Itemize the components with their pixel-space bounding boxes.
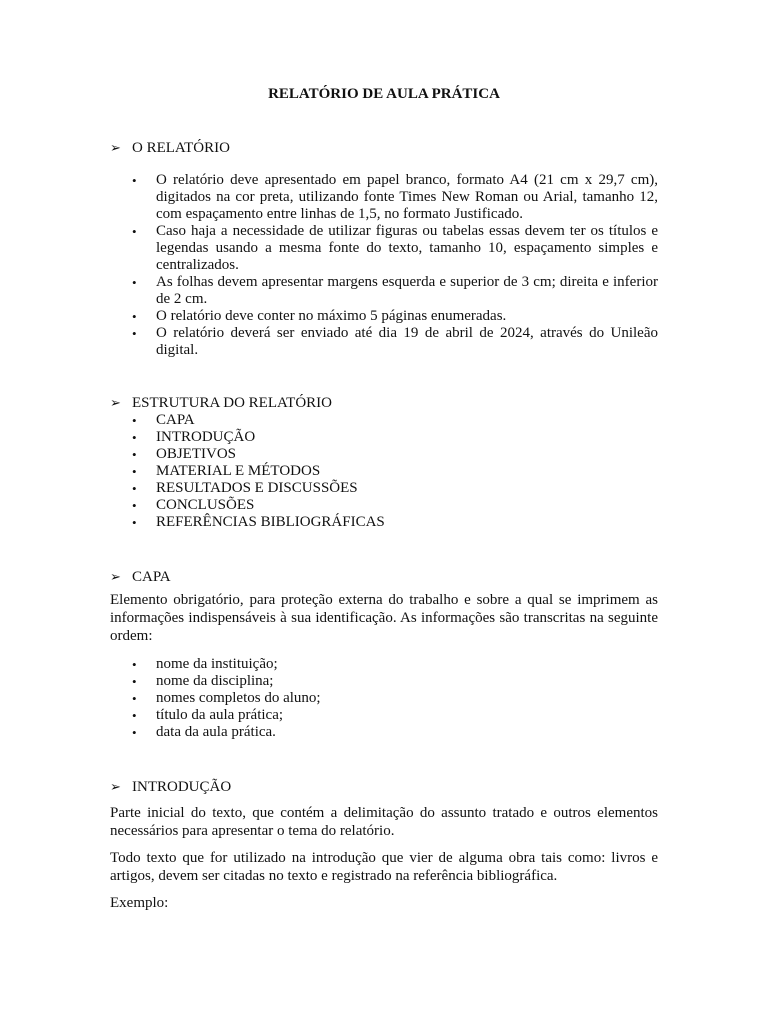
- section-heading-text: INTRODUÇÃO: [132, 779, 232, 795]
- bullet-icon: •: [132, 464, 137, 479]
- capa-paragraph: Elemento obrigatório, para proteção externa do trabalho e sobre a qual se imprimem as informações indispensáveis à sua identificação. As informações são transcritas na seguinte ordem:: [110, 592, 658, 644]
- bullet-icon: •: [132, 691, 137, 706]
- relatorio-list: [110, 172, 658, 359]
- capa-list: [110, 656, 658, 741]
- list-item: • nome da instituição;: [132, 656, 278, 672]
- list-item: • RESULTADOS E DISCUSSÕES: [132, 480, 358, 496]
- list-item: • data da aula prática.: [132, 724, 276, 740]
- section-heading-text: ESTRUTURA DO RELATÓRIO: [132, 395, 333, 411]
- arrow-bullet-icon: ➢: [110, 395, 121, 410]
- section-introducao: [110, 778, 658, 912]
- bullet-icon: •: [132, 515, 137, 530]
- list-item: • INTRODUÇÃO: [132, 429, 256, 445]
- section-heading-capa: [110, 568, 658, 586]
- arrow-bullet-icon: ➢: [110, 569, 121, 584]
- bullet-icon: •: [132, 275, 137, 290]
- list-item: • nome da disciplina;: [132, 673, 274, 689]
- list-item: • Caso haja a necessidade de utilizar figuras ou tabelas essas devem ter os títulos e legendas usando a mesma fonte do texto, tamanho 10, espaçamento simples e centralizados.: [132, 223, 658, 273]
- bullet-icon: •: [132, 708, 137, 723]
- arrow-bullet-icon: ➢: [110, 140, 121, 155]
- list-item: • O relatório deverá ser enviado até dia 19 de abril de 2024, através do Unileão digital.: [132, 325, 658, 358]
- arrow-bullet-icon: ➢: [110, 779, 121, 794]
- list-item: • nomes completos do aluno;: [132, 690, 321, 706]
- section-heading-text: O RELATÓRIO: [132, 140, 230, 156]
- estrutura-list: [110, 412, 658, 531]
- bullet-icon: •: [132, 173, 137, 188]
- bullet-icon: •: [132, 413, 137, 428]
- bullet-icon: •: [132, 447, 137, 462]
- section-capa: [110, 568, 658, 741]
- section-relatorio: [110, 139, 658, 359]
- introducao-paragraph: Todo texto que for utilizado na introdução que vier de alguma obra tais como: livros e artigos, devem ser citadas no texto e registrado na referência bibliográfica.: [110, 850, 658, 884]
- list-item: • MATERIAL E MÉTODOS: [132, 463, 321, 479]
- bullet-icon: •: [132, 326, 137, 341]
- bullet-icon: •: [132, 498, 137, 513]
- list-item: • título da aula prática;: [132, 707, 284, 723]
- section-heading-relatorio: [110, 139, 658, 157]
- section-heading-estrutura: [110, 394, 658, 412]
- section-heading-text: CAPA: [132, 569, 171, 585]
- list-item: • As folhas devem apresentar margens esquerda e superior de 3 cm; direita e inferior de 2 cm.: [132, 274, 658, 307]
- section-heading-introducao: [110, 778, 658, 796]
- bullet-icon: •: [132, 657, 137, 672]
- bullet-icon: •: [132, 725, 137, 740]
- bullet-icon: •: [132, 224, 137, 239]
- bullet-icon: •: [132, 309, 137, 324]
- section-estrutura: [110, 394, 658, 531]
- document-title: RELATÓRIO DE AULA PRÁTICA: [268, 86, 500, 102]
- list-item: • CONCLUSÕES: [132, 497, 255, 513]
- list-item: • REFERÊNCIAS BIBLIOGRÁFICAS: [132, 514, 385, 530]
- introducao-paragraph: Parte inicial do texto, que contém a delimitação do assunto tratado e outros elementos necessários para apresentar o tema do relatório.: [110, 805, 658, 839]
- list-item: • O relatório deve apresentado em papel branco, formato A4 (21 cm x 29,7 cm), digitados na cor preta, utilizando fonte Times New Roman ou Arial, tamanho 12, com espaçamento entre linhas de 1,5, no formato Justificado.: [132, 172, 658, 222]
- bullet-icon: •: [132, 430, 137, 445]
- introducao-example-label: Exemplo:: [110, 895, 169, 911]
- bullet-icon: •: [132, 674, 137, 689]
- list-item: • O relatório deve conter no máximo 5 páginas enumeradas.: [132, 308, 507, 324]
- document-page: [110, 84, 658, 912]
- list-item: • OBJETIVOS: [132, 446, 237, 462]
- bullet-icon: •: [132, 481, 137, 496]
- list-item: • CAPA: [132, 412, 195, 428]
